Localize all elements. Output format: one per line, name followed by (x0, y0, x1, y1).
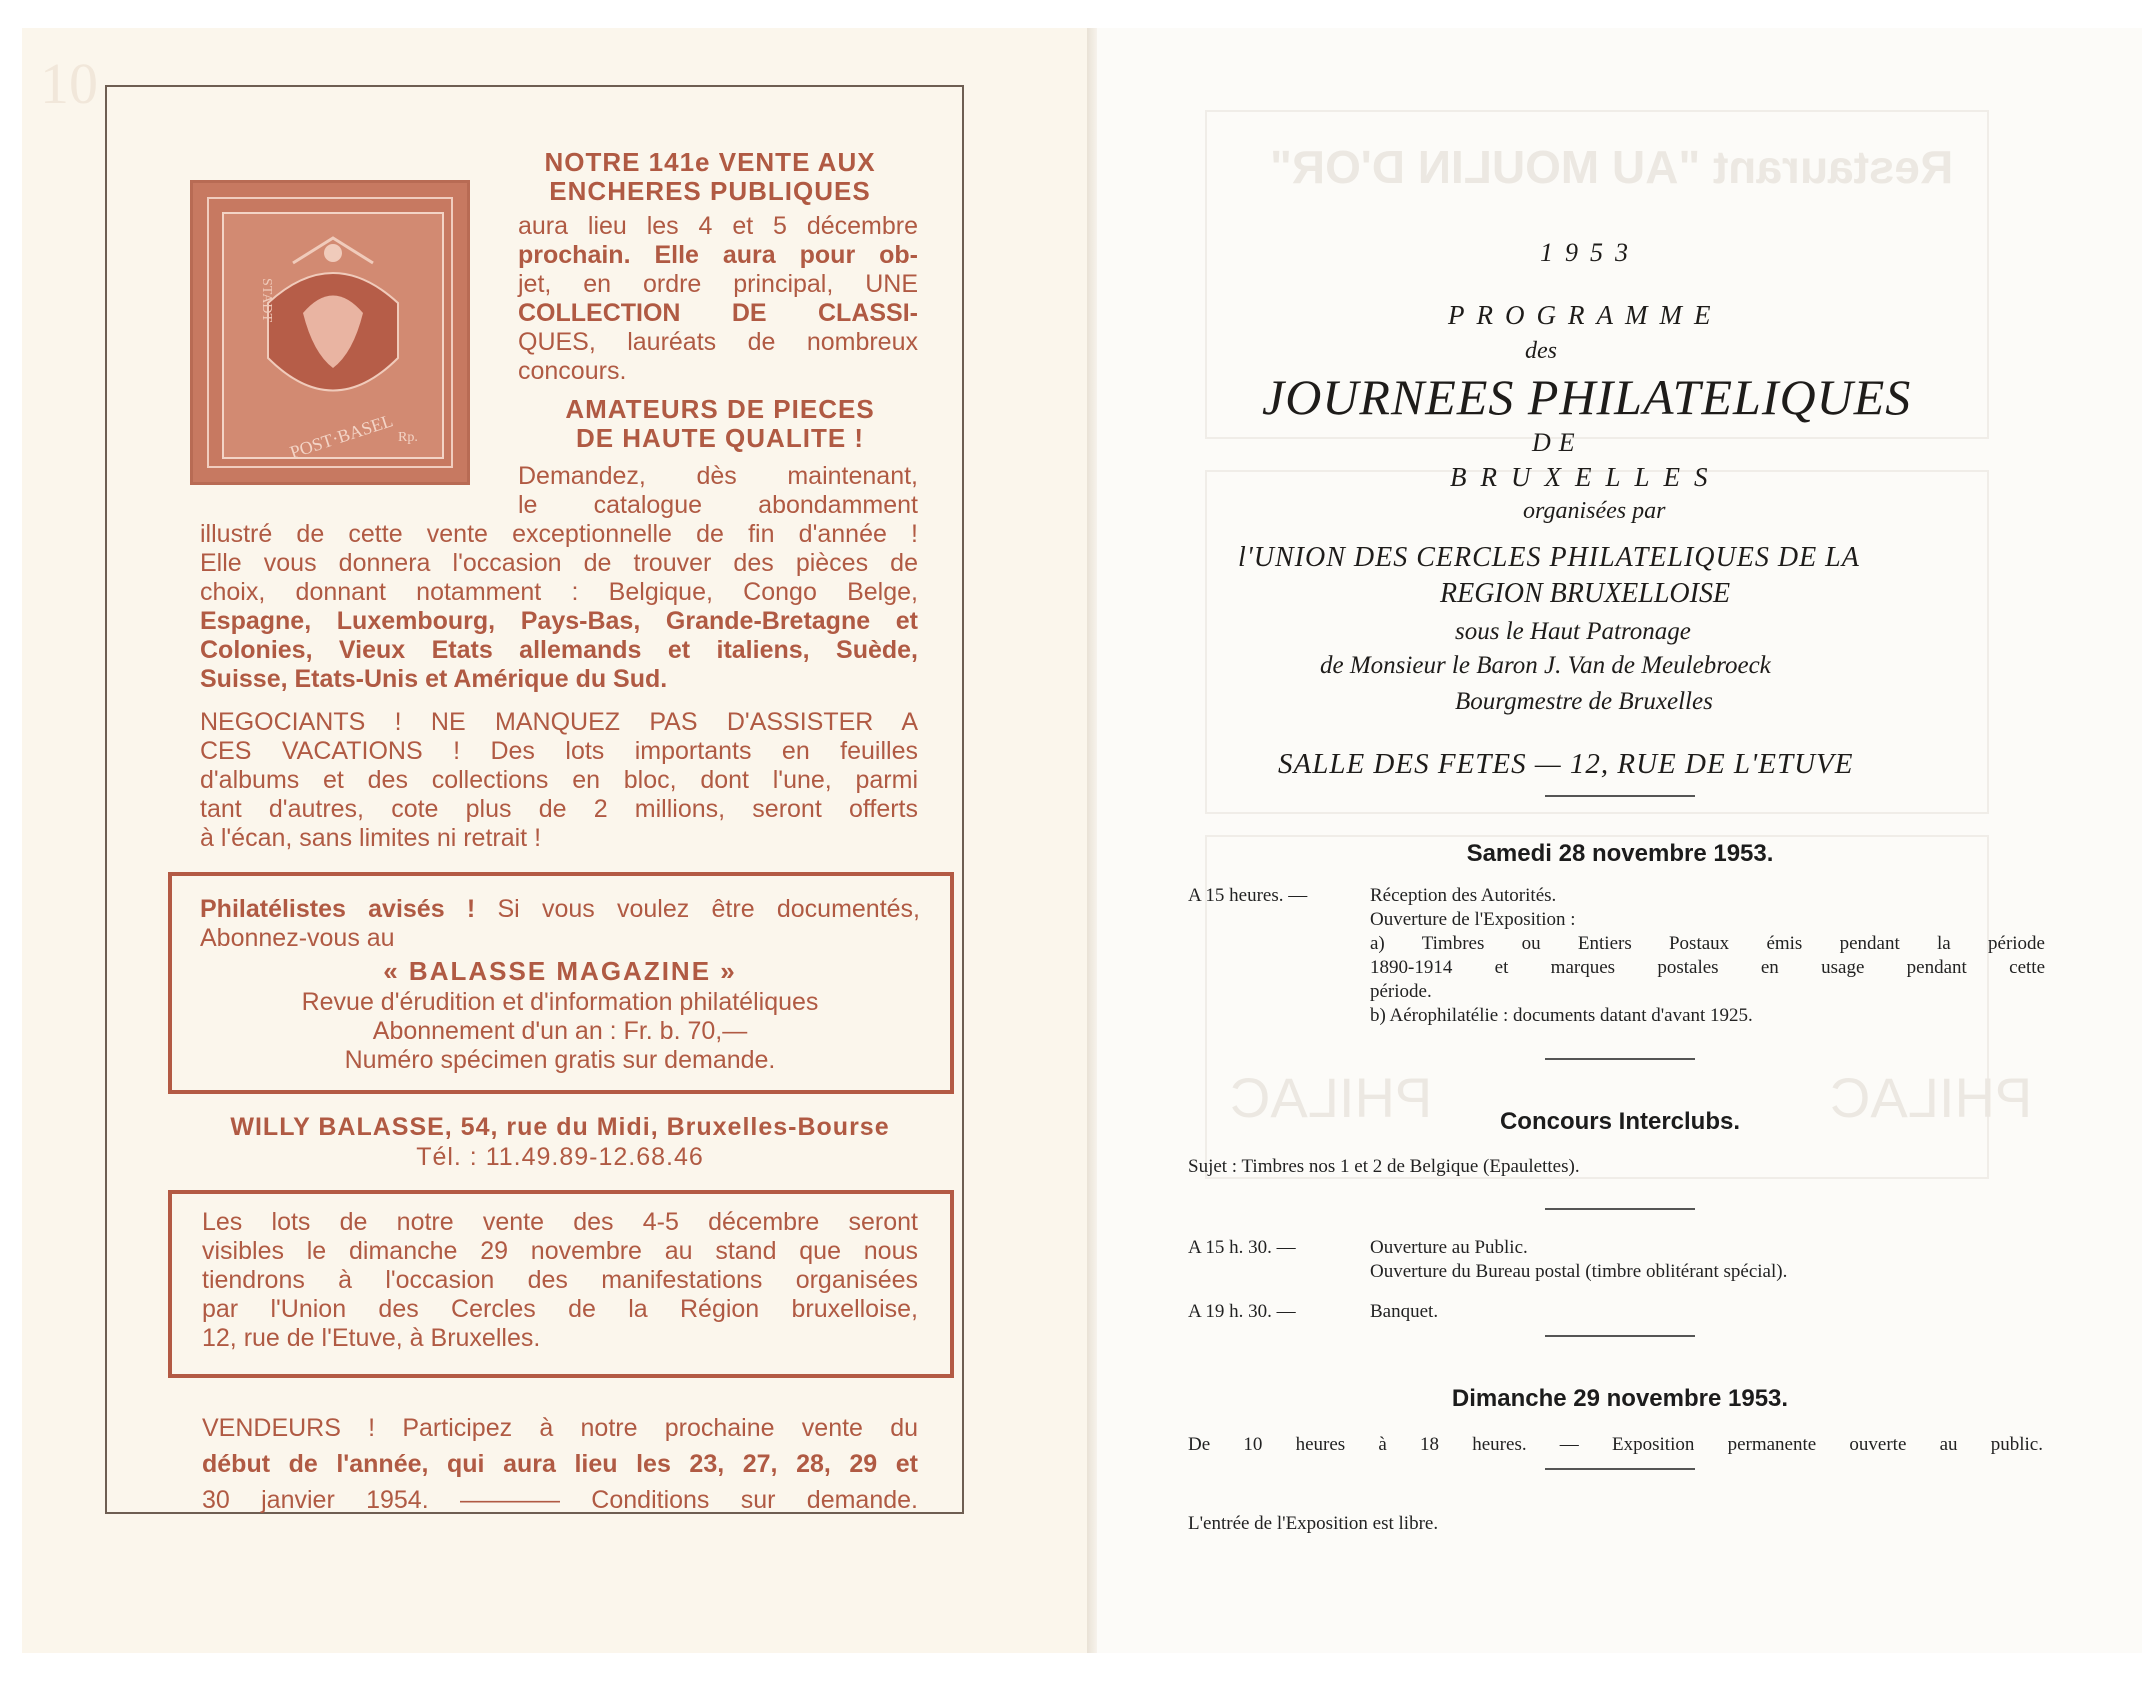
divider (1545, 795, 1695, 797)
page-number: 10 (40, 51, 98, 116)
svg-text:POST·BASEL: POST·BASEL (287, 410, 396, 463)
showthrough-restaurant: Restaurant "AU MOULIN D'OR" (1270, 141, 1954, 193)
day1-heading: Samedi 28 novembre 1953. (1466, 840, 1774, 867)
organised-by: organisées par (1523, 498, 1666, 524)
time3: A 19 h. 30. — (1188, 1301, 1296, 1322)
balasse-address: WILLY BALASSE, 54, rue du Midi, Bruxelles-Bourse (230, 1113, 890, 1141)
balasse-phone: Tél. : 11.49.89-12.68.46 (416, 1143, 704, 1171)
page-fold (1087, 28, 1097, 1653)
negociants-text: NEGOCIANTS ! NE MANQUEZ PAS D'ASSISTER A CES VACATIONS ! Des lots importants en feuilles d'albums et des collections en bloc, dont l'une, parmi tant d'autres, cote plus de 2 millions, seront offerts à l'écan, sans limites ni retrait ! (200, 708, 918, 852)
svg-text:STADT: STADT (259, 278, 274, 322)
programme-year: 1953 (1540, 238, 1640, 267)
concours-heading: Concours Interclubs. (1499, 1108, 1741, 1135)
divider (1545, 1335, 1695, 1337)
ad-title: NOTRE 141e VENTE AUX ENCHERES PUBLIQUES (544, 147, 876, 206)
event-city: BRUXELLES (1450, 462, 1722, 492)
time2-items: Ouverture au Public. Ouverture du Bureau postal (timbre oblitérant spécial). (1370, 1237, 1788, 1282)
union-line-2: REGION BRUXELLOISE (1440, 578, 1731, 609)
programme-label: PROGRAMME (1448, 300, 1723, 330)
showthrough-philac-1: PHILAC (1230, 1066, 1433, 1129)
day1-items: Réception des Autorités. Ouverture de l'Exposition : a) Timbres ou Entiers Postaux émis pendant la période 1890-1914 et marques postales en usage pendant cette période. b) Aérophilatélie : documents datant d'avant 1925. (1370, 885, 2045, 1026)
patronage: sous le Haut Patronage (1455, 618, 1691, 645)
sale-announcement: aura lieu les 4 et 5 décembre prochain. Elle aura pour ob- jet, en ordre principal, UNE COLLECTION DE CLASSI- QUES, lauréats de nombreux concours. (518, 212, 918, 385)
lots-text: Les lots de notre vente des 4-5 décembre seront visibles le dimanche 29 novembre au stand que nous tiendrons à l'occasion des manifestations organisées par l'Union des Cercles de la Région bruxelloise, 12, rue de l'Etuve, à Bruxelles. (202, 1208, 918, 1352)
showthrough-philac-2: PHILAC (1830, 1066, 2033, 1129)
svg-text:Rp.: Rp. (398, 430, 418, 445)
divider (1545, 1208, 1695, 1210)
day2-line: De 10 heures à 18 heures. — Exposition permanente ouverte au public. (1188, 1434, 2043, 1455)
time3-item: Banquet. (1370, 1301, 1439, 1322)
event-de: DE (1532, 428, 1583, 457)
catalogue-text-b: illustré de cette vente exceptionnelle de fin d'année ! Elle vous donnera l'occasion de trouver des pièces de choix, donnant notamment : Belgique, Congo Belge, Espagne, Luxembourg, Pays-Bas, Grande-Bretagne et Colonies, Vieux Etats allemands et italiens, Suède, Suisse, Etats-Unis et Amérique du Sud. (200, 520, 918, 693)
amateurs-heading: AMATEURS DE PIECES DE HAUTE QUALITE ! (565, 394, 875, 453)
stamp-image (190, 180, 470, 485)
magazine-text: Philatélistes avisés ! Si vous voulez être documentés, Abonnez-vous au « BALASSE MAGAZINE » Revue d'érudition et d'information philatéliques Abonnement d'un an : Fr. b. 70,— Numéro spécimen gratis sur demande. (200, 895, 920, 1074)
time2: A 15 h. 30. — (1188, 1237, 1296, 1258)
divider (1545, 1468, 1695, 1470)
patron-name: de Monsieur le Baron J. Van de Meulebroeck (1320, 652, 1771, 679)
venue: SALLE DES FETES — 12, RUE DE L'ETUVE (1278, 748, 1854, 780)
day2-heading: Dimanche 29 novembre 1953. (1451, 1385, 1789, 1412)
concours-subject: Sujet : Timbres nos 1 et 2 de Belgique (Epaulettes). (1188, 1156, 1580, 1177)
divider (1545, 1058, 1695, 1060)
catalogue-text-a: Demandez, dès maintenant, le catalogue abondamment (518, 462, 918, 519)
entry-free: L'entrée de l'Exposition est libre. (1188, 1513, 1439, 1534)
patron-title: Bourgmestre de Bruxelles (1455, 688, 1713, 715)
union-line-1: l'UNION DES CERCLES PHILATELIQUES DE LA (1238, 542, 1860, 573)
event-title: JOURNEES PHILATELIQUES (1262, 369, 1912, 425)
programme-des: des (1525, 338, 1557, 364)
vendeurs-text: VENDEURS ! Participez à notre prochaine vente du début de l'année, qui aura lieu les 23, 27, 28, 29 et 30 janvier 1954. ———— Conditions sur demande. (202, 1414, 918, 1514)
day1-time: A 15 heures. — (1188, 885, 1308, 906)
